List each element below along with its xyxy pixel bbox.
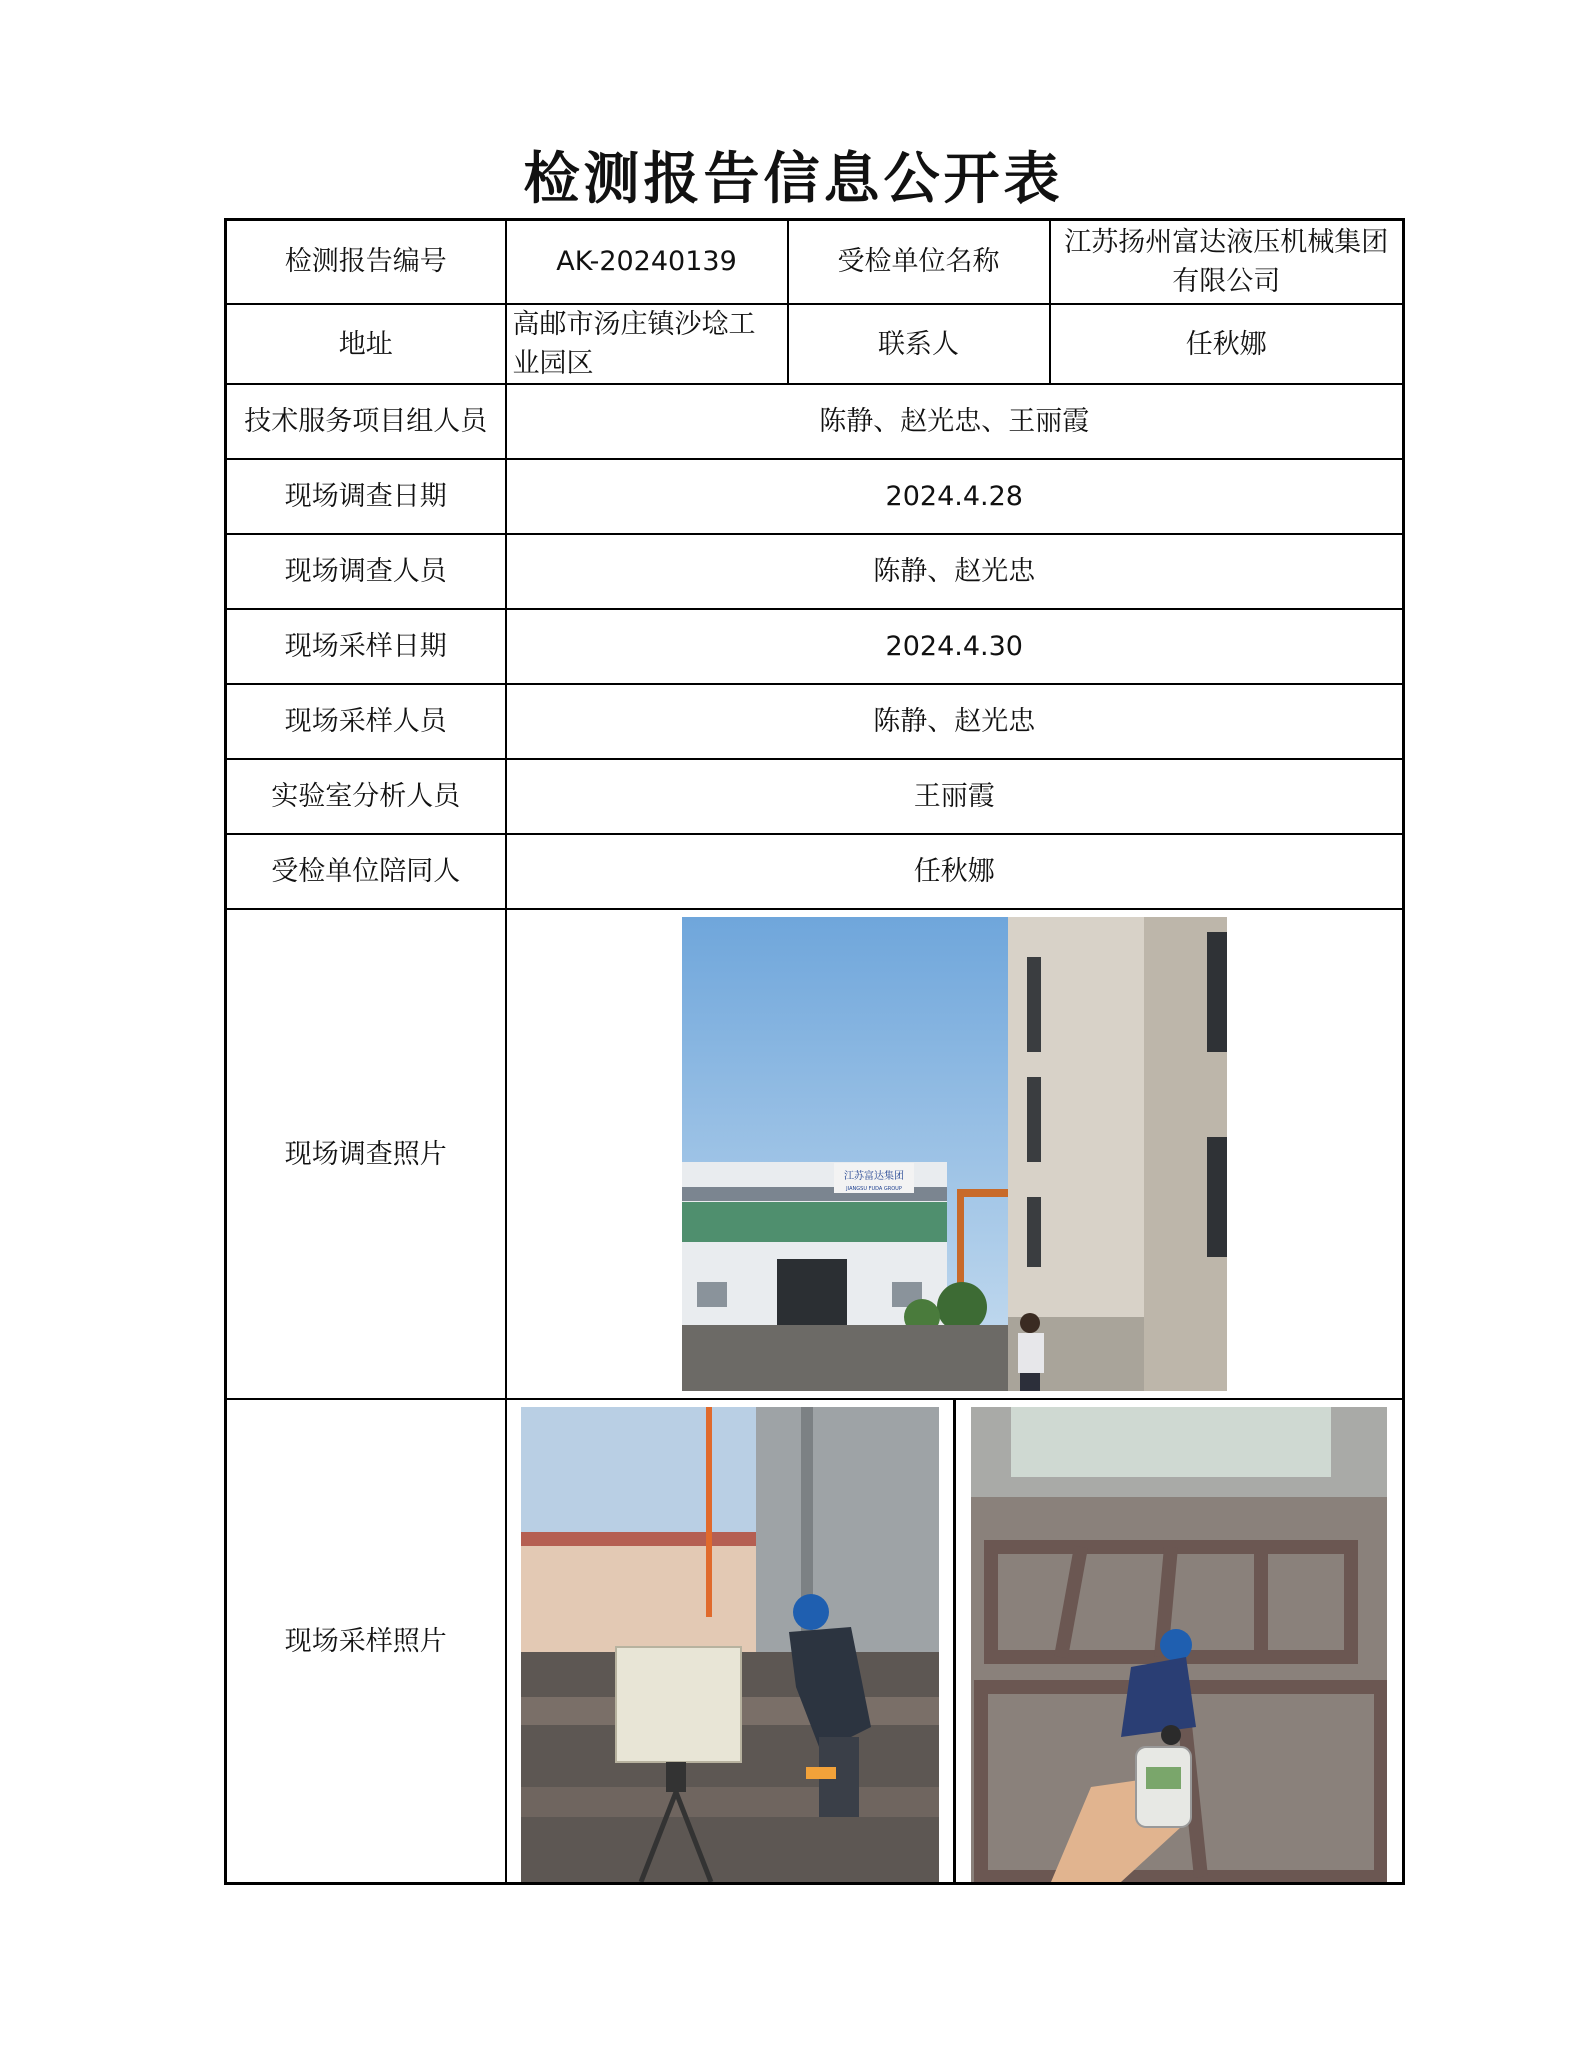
survey-photo — [682, 917, 1227, 1391]
table-row — [226, 384, 1404, 459]
inspected-unit-label: 受检单位名称 — [788, 220, 1050, 305]
survey-photo-cell — [506, 909, 1404, 1399]
sampling-date-value: 2024.4.30 — [506, 609, 1404, 684]
address-value: 高邮市汤庄镇沙埝工业园区 — [506, 304, 788, 384]
report-number-label: 检测报告编号 — [226, 220, 506, 305]
sampling-photo-split — [507, 1400, 1403, 1882]
sampling-photo-cell — [506, 1399, 1404, 1884]
sampling-photo-left — [521, 1407, 939, 1882]
table-row — [226, 1399, 1404, 1884]
sampling-photo-right-cell — [956, 1400, 1402, 1882]
factory-sign — [834, 1163, 914, 1193]
sampling-photo-label: 现场采样照片 — [226, 1399, 506, 1884]
survey-staff-value: 陈静、赵光忠 — [506, 534, 1404, 609]
team-label: 技术服务项目组人员 — [226, 384, 506, 459]
sampling-staff-label: 现场采样人员 — [226, 684, 506, 759]
report-number-value: AK-20240139 — [506, 220, 788, 305]
escort-label: 受检单位陪同人 — [226, 834, 506, 909]
contact-value: 任秋娜 — [1050, 304, 1404, 384]
contact-label: 联系人 — [788, 304, 1050, 384]
sign-cn: 江苏富达集团 — [843, 1171, 904, 1183]
table-row — [226, 220, 1404, 305]
table-row — [226, 909, 1404, 1399]
survey-date-value: 2024.4.28 — [506, 459, 1404, 534]
lab-staff-value: 王丽霞 — [506, 759, 1404, 834]
table-row — [226, 684, 1404, 759]
table-row — [226, 759, 1404, 834]
sampling-photo-left-cell — [507, 1400, 956, 1882]
survey-date-label: 现场调查日期 — [226, 459, 506, 534]
inspected-unit-value: 江苏扬州富达液压机械集团有限公司 — [1050, 220, 1404, 305]
report-info-table — [224, 218, 1405, 1885]
table-row — [226, 534, 1404, 609]
team-value: 陈静、赵光忠、王丽霞 — [506, 384, 1404, 459]
page-title: 检测报告信息公开表 — [523, 147, 1064, 212]
table-row — [226, 834, 1404, 909]
table-row — [226, 459, 1404, 534]
escort-value: 任秋娜 — [506, 834, 1404, 909]
table-row — [226, 609, 1404, 684]
sign-en: JIANGSU FUDA GROUP — [845, 1186, 902, 1193]
address-label: 地址 — [226, 304, 506, 384]
table-row — [226, 304, 1404, 384]
survey-photo-label: 现场调查照片 — [226, 909, 506, 1399]
sampling-staff-value: 陈静、赵光忠 — [506, 684, 1404, 759]
lab-staff-label: 实验室分析人员 — [226, 759, 506, 834]
sampling-photo-right — [971, 1407, 1387, 1882]
sampling-date-label: 现场采样日期 — [226, 609, 506, 684]
survey-staff-label: 现场调查人员 — [226, 534, 506, 609]
